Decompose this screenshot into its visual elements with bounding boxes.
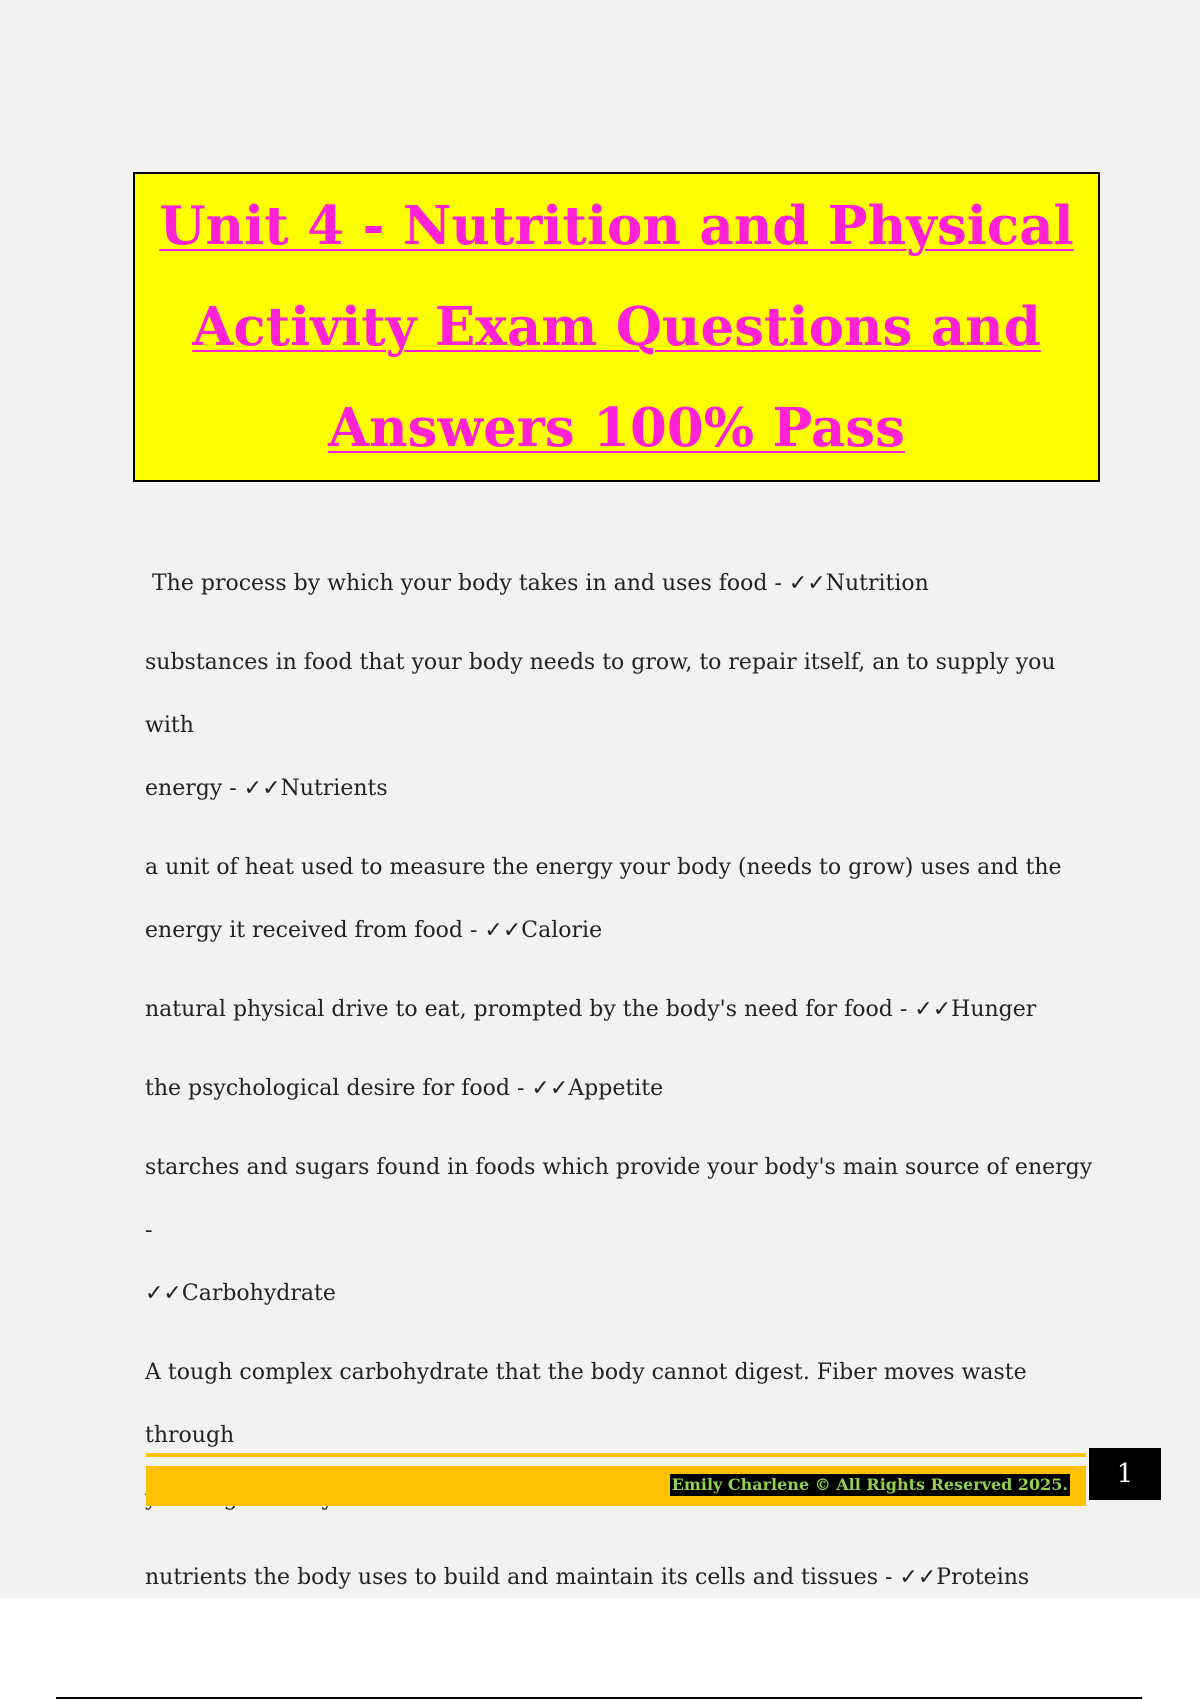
qa-line: nutrients the body uses to build and maintain its cells and tissues - ✓✓Proteins <box>145 1565 1030 1590</box>
qa-item <box>145 836 1095 962</box>
qa-item <box>145 1546 1095 1609</box>
qa-item <box>145 1057 1095 1120</box>
qa-line: a unit of heat used to measure the energy your body (needs to grow) uses and the <box>145 855 1062 880</box>
qa-item <box>145 1136 1095 1325</box>
qa-line: substances in food that your body needs to grow, to repair itself, an to supply you with <box>145 650 1056 738</box>
copyright-text: Emily Charlene © All Rights Reserved 2025. <box>671 1475 1068 1494</box>
title-line: Activity Exam Questions and <box>192 295 1041 358</box>
qa-item <box>145 552 1095 615</box>
qa-line: A tough complex carbohydrate that the body cannot digest. Fiber moves waste through <box>145 1360 1027 1448</box>
qa-line: energy - ✓✓Nutrients <box>145 776 388 801</box>
title-line: Unit 4 - Nutrition and Physical <box>159 194 1074 257</box>
qa-line: energy it received from food - ✓✓Calorie <box>145 918 603 943</box>
title-box <box>133 172 1100 482</box>
qa-item <box>145 631 1095 820</box>
page-number: 1 <box>1089 1448 1161 1500</box>
footer-bar <box>146 1466 1086 1506</box>
qa-line: the psychological desire for food - ✓✓Appetite <box>145 1076 664 1101</box>
question-answer-list <box>145 552 1095 1625</box>
qa-item <box>145 978 1095 1041</box>
qa-line: ✓✓Carbohydrate <box>145 1281 336 1306</box>
title-line: Answers 100% Pass <box>328 396 905 459</box>
qa-line: natural physical drive to eat, prompted by the body's need for food - ✓✓Hunger <box>145 997 1037 1022</box>
qa-line: starches and sugars found in foods which provide your body's main source of energy - <box>145 1155 1093 1243</box>
qa-line: The process by which your body takes in and uses food - ✓✓Nutrition <box>152 571 929 596</box>
footer-divider <box>146 1453 1086 1457</box>
next-page-divider <box>56 1697 1142 1699</box>
